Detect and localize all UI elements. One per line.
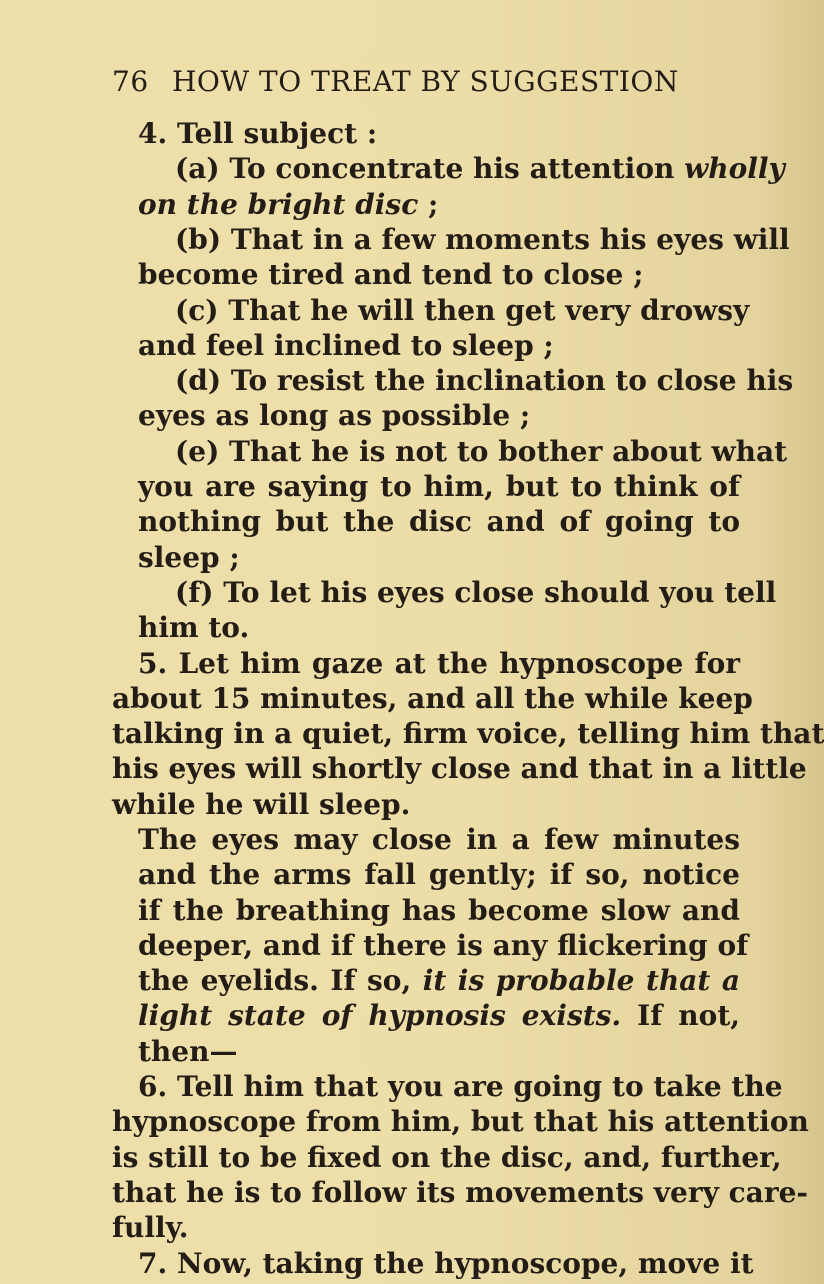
text-line (138, 961, 740, 1001)
text-line: 7. Now, taking the hypnoscope, move it (138, 1247, 754, 1280)
text-line: if the breathing has become slow and (138, 894, 740, 927)
page-number: 76 (112, 65, 149, 98)
text-line (138, 185, 740, 225)
text-line: fully. (112, 1211, 189, 1244)
text-line: is still to be fixed on the disc, and, further, (112, 1141, 782, 1174)
text-span: ; (418, 188, 439, 221)
text-line (138, 996, 740, 1036)
text-line: talking in a quiet, firm voice, telling him that (112, 717, 824, 750)
text-line: (f) To let his eyes close should you tell (175, 576, 777, 609)
text-line: and the arms fall gently; if so, notice (138, 858, 740, 891)
text-line: deeper, and if there is any flickering of (138, 929, 749, 962)
running-title: HOW TO TREAT BY SUGGESTION (172, 65, 679, 98)
text-line: 4. Tell subject : (138, 117, 378, 150)
text-line: 6. Tell him that you are going to take the (138, 1070, 783, 1103)
text-span: (a) To concentrate his attention (175, 152, 685, 185)
text-line: eyes as long as possible ; (138, 399, 531, 432)
text-line: (e) That he is not to bother about what (175, 435, 788, 468)
text-span: the eyelids. If so, (138, 964, 423, 997)
text-line: (d) To resist the inclination to close his (175, 364, 794, 397)
text-line: hypnoscope from him, but that his attention (112, 1105, 809, 1138)
text-line: nothing but the disc and of going to (138, 505, 740, 538)
italic-span: it is probable that a (422, 964, 740, 997)
text-line: then— (138, 1035, 238, 1068)
text-line: while he will sleep. (112, 788, 411, 821)
text-line: and feel inclined to sleep ; (138, 329, 554, 362)
text-line: his eyes will shortly close and that in a little (112, 752, 807, 785)
text-line: (b) That in a few moments his eyes will (175, 223, 790, 256)
italic-span: light state of hypnosis exists. (138, 999, 622, 1032)
running-header (112, 62, 712, 102)
text-line: that he is to follow its movements very care- (112, 1176, 809, 1209)
text-line: him to. (138, 611, 250, 644)
text-line: The eyes may close in a few minutes (138, 823, 740, 856)
text-line (175, 149, 785, 189)
text-line: you are saying to him, but to think of (138, 470, 740, 503)
text-line: sleep ; (138, 541, 240, 574)
italic-span: wholly (684, 152, 785, 185)
italic-span: on the bright disc (138, 188, 419, 221)
text-line: 5. Let him gaze at the hypnoscope for (138, 647, 740, 680)
text-span: If not, (621, 999, 741, 1032)
text-line: become tired and tend to close ; (138, 258, 644, 291)
text-line: (c) That he will then get very drowsy (175, 294, 750, 327)
text-line: about 15 minutes, and all the while keep (112, 682, 753, 715)
